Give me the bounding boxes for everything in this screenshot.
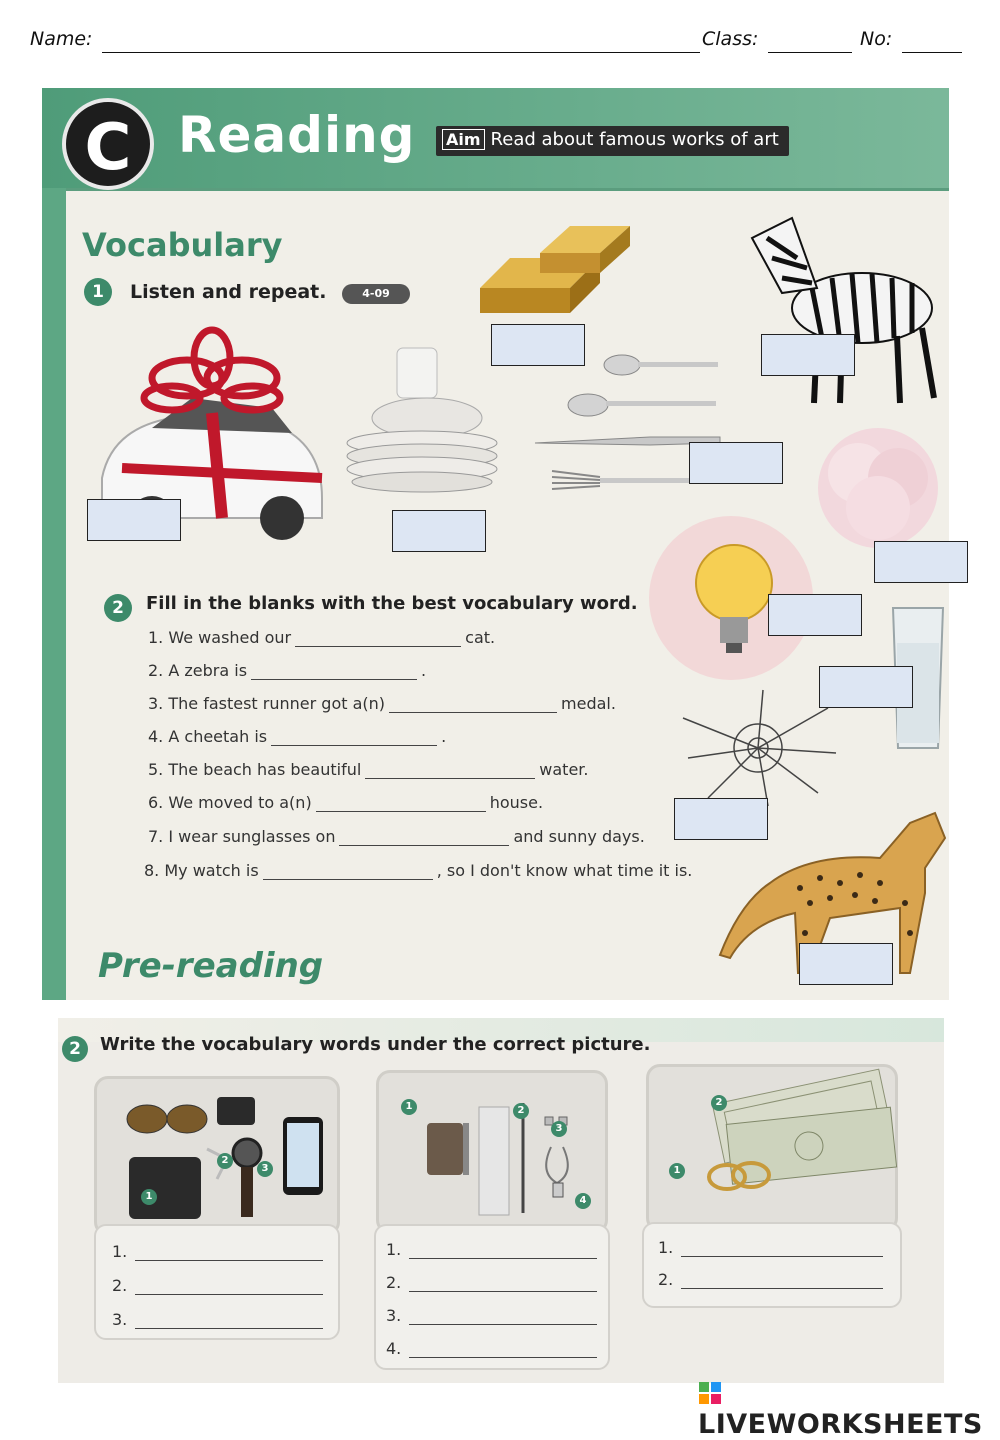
exercise-number: 2: [62, 1036, 88, 1062]
blank-6[interactable]: [316, 798, 486, 812]
panel2-blank-1[interactable]: [409, 1245, 597, 1259]
exercise-instruction: Write the vocabulary words under the correct picture.: [100, 1034, 651, 1055]
panel1-blank-3[interactable]: [135, 1315, 323, 1329]
panel2-blank-4[interactable]: [409, 1344, 597, 1358]
aim-tag: Aim: [442, 129, 485, 150]
flower-image: [808, 418, 948, 558]
no-line: [902, 52, 962, 53]
answer-box-car[interactable]: [87, 499, 181, 541]
blank-5[interactable]: [365, 765, 535, 779]
picture-panel-2: 1 2 3 4: [376, 1070, 608, 1234]
panel1-blank-1[interactable]: [135, 1247, 323, 1261]
answer-box-broken-glass[interactable]: [674, 798, 768, 840]
exercise-1-number: 1: [84, 278, 112, 306]
sentence-3: 3. The fastest runner got a(n) medal.: [148, 694, 616, 713]
answer-box-dishes[interactable]: [392, 510, 486, 552]
exercise-2-instruction: Fill in the blanks with the best vocabulary word.: [146, 593, 638, 614]
exercise-2-number: 2: [104, 594, 132, 622]
panel2-blank-3[interactable]: [409, 1311, 597, 1325]
answer-panel-2: 1. 2. 3. 4.: [374, 1224, 610, 1370]
household-objects-image: [379, 1073, 605, 1231]
blank-1[interactable]: [295, 633, 461, 647]
brand-name: LIVEWORKSHEETS: [698, 1409, 983, 1440]
blank-7[interactable]: [339, 832, 509, 846]
sentence-6: 6. We moved to a(n) house.: [148, 793, 544, 812]
section-letter: C: [62, 98, 154, 190]
sentence-1: 1. We washed our cat.: [148, 628, 496, 647]
sentence-5: 5. The beach has beautiful water.: [148, 760, 589, 779]
vocabulary-heading: Vocabulary: [82, 226, 283, 264]
sentence-2: 2. A zebra is .: [148, 661, 427, 680]
sentence-7: 7. I wear sunglasses on and sunny days.: [148, 827, 645, 846]
panel2-blank-2[interactable]: [409, 1278, 597, 1292]
name-line: [102, 52, 700, 53]
answer-box-bulb[interactable]: [768, 594, 862, 636]
sentence-8: 8. My watch is , so I don't know what time it is.: [144, 861, 693, 880]
panel3-blank-2[interactable]: [681, 1275, 883, 1289]
panel3-blank-1[interactable]: [681, 1243, 883, 1257]
answer-box-zebra[interactable]: [761, 334, 855, 376]
personal-items-image: [97, 1079, 337, 1233]
no-label: No:: [860, 28, 893, 50]
gold-bars-image: [470, 218, 640, 318]
answer-box-cheetah[interactable]: [799, 943, 893, 985]
exercise-1-instruction: Listen and repeat.: [130, 281, 327, 303]
liveworksheets-logo: [698, 1378, 1000, 1440]
blank-4[interactable]: [271, 732, 437, 746]
name-label: Name:: [30, 28, 93, 50]
answer-box-flower[interactable]: [874, 541, 968, 583]
answer-panel-1: 1. 2. 3.: [94, 1224, 340, 1340]
class-label: Class:: [702, 28, 759, 50]
aim-box: [436, 126, 789, 156]
student-info-header: [30, 28, 970, 58]
aim-text: Read about famous works of art: [490, 129, 779, 150]
blank-3[interactable]: [389, 699, 557, 713]
liveworksheets-logo-icon: [698, 1381, 722, 1405]
answer-box-cutlery[interactable]: [689, 442, 783, 484]
class-line: [768, 52, 852, 53]
picture-panel-1: 1 2 3: [94, 1076, 340, 1236]
picture-panel-3: 2 1: [646, 1064, 898, 1232]
page-title: Reading: [178, 106, 416, 164]
cd-track-badge: 4-09: [342, 284, 410, 304]
answer-box-glass[interactable]: [819, 666, 913, 708]
blank-2[interactable]: [251, 666, 417, 680]
blank-8[interactable]: [263, 866, 433, 880]
prereading-heading: Pre-reading: [98, 946, 324, 986]
sentence-4: 4. A cheetah is .: [148, 727, 447, 746]
rings-and-money-image: [649, 1067, 895, 1229]
answer-panel-3: 1. 2.: [642, 1222, 902, 1308]
panel1-blank-2[interactable]: [135, 1281, 323, 1295]
zebra-image: [722, 198, 942, 408]
book-page-reading: [42, 88, 949, 1000]
dirty-dishes-image: [342, 338, 512, 498]
book-page-exercise: [58, 1018, 944, 1383]
answer-box-gold[interactable]: [491, 324, 585, 366]
